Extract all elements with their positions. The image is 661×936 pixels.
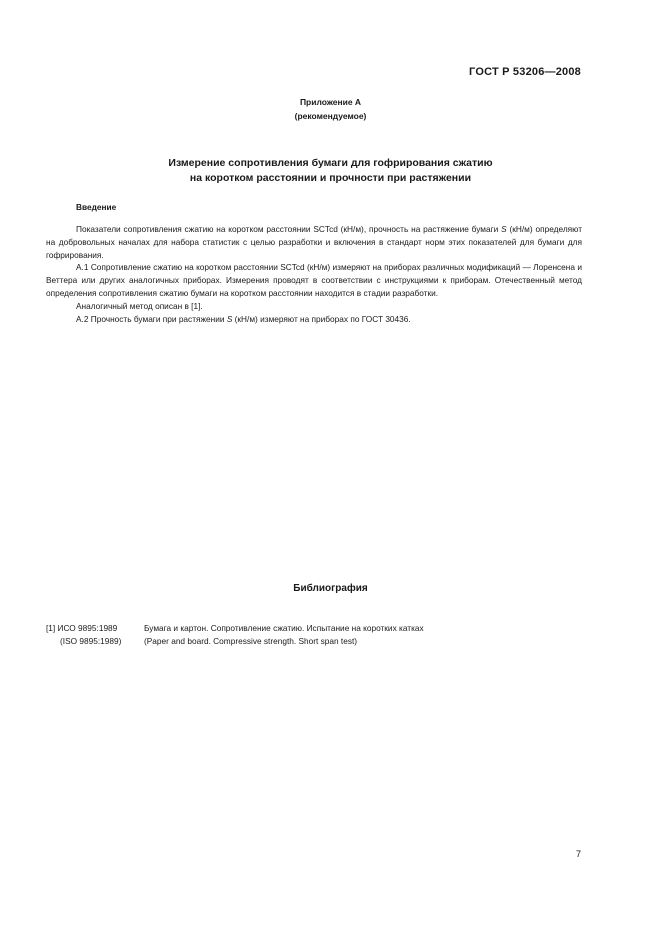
paragraph-a2: А.2 Прочность бумаги при растяжении S (кН/м) измеряют на приборах по ГОСТ 30436.: [76, 313, 411, 324]
paragraph-intro: Показатели сопротивления сжатию на коротком расстоянии SCTcd (кН/м), прочность на растяжение бумаги S (кН/м) определяют на добровольных началах для набора статистик с целью разработки и включения в стандарт норм этих показателей для бумаги для гофрирования.: [46, 224, 582, 260]
intro-heading: Введение: [76, 202, 117, 212]
variable-s: S: [226, 313, 233, 324]
bibliography-ref-alt: (ISO 9895:1989): [60, 636, 122, 646]
bibliography-title: Библиография: [293, 583, 368, 594]
paragraph-analog-method: Аналогичный метод описан в [1].: [76, 300, 203, 311]
section-title-line-2: на коротком расстоянии и прочности при растяжении: [189, 172, 472, 184]
bibliography-row: [46, 622, 424, 635]
variable-s: S: [501, 224, 507, 234]
section-title: [0, 156, 661, 186]
bibliography-text: Бумага и картон. Сопротивление сжатию. Испытание на коротких катках: [144, 623, 424, 633]
annex-heading: [0, 95, 661, 123]
bibliography-row-alt: [46, 635, 424, 648]
annex-status: (рекомендуемое): [294, 111, 367, 121]
page-number: 7: [575, 849, 581, 859]
annex-title: Приложение А: [299, 97, 362, 107]
intro-body: [46, 223, 582, 325]
document-code-header: ГОСТ Р 53206—2008: [469, 66, 581, 78]
bibliography-text-alt: (Paper and board. Compressive strength. Short span test): [144, 636, 358, 646]
paragraph-a1: А.1 Сопротивление сжатию на коротком расстоянии SCTcd (кН/м) измеряют на приборах различных модификаций — Лоренсена и Веттера или других аналогичных приборах. Измерения проводят в соответствии с инструкциями к приборам. Отечественный метод определения сопротивления сжатию бумаги на коротком расстоянии находится в стадии разработки.: [46, 262, 582, 298]
bibliography-ref: [1] ИСО 9895:1989: [46, 623, 118, 633]
bibliography-entry: [46, 622, 424, 648]
section-title-line-1: Измерение сопротивления бумаги для гофрирования сжатию: [168, 157, 493, 169]
